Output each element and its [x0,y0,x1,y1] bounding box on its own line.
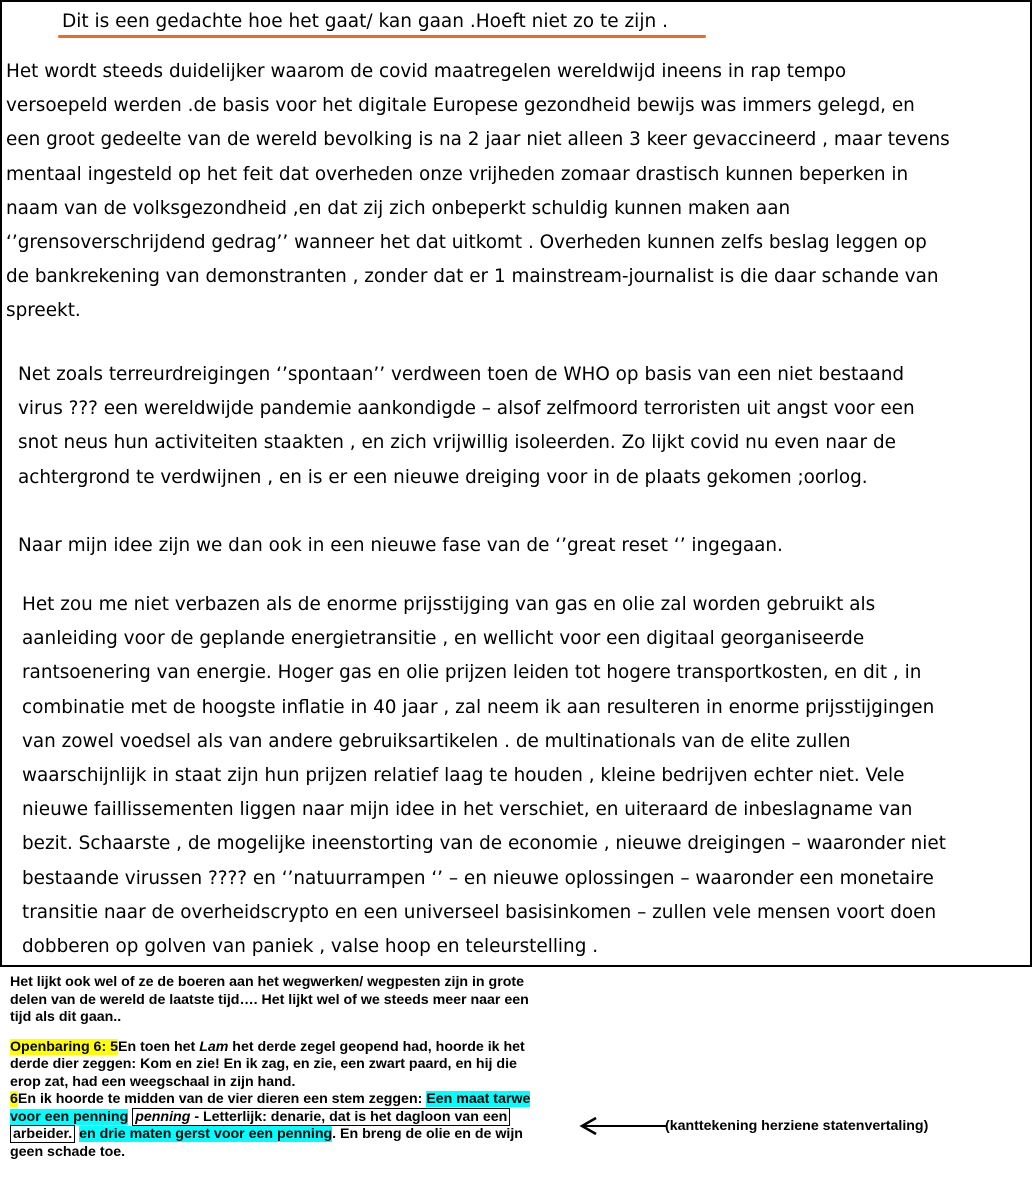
verse-6 [10,1091,610,1161]
verse-5 [10,1039,610,1092]
verse-reference: Openbaring 6: 5 [10,1038,118,1055]
verse-line [10,1109,610,1127]
text-line: Het wordt steeds duidelijker waarom de covid maatregelen wereldwijd ineens in rap tempo [6,61,847,82]
text-line: Het zou me niet verbazen als de enorme prijsstijging van gas en olie zal worden gebruikt als [22,594,876,615]
text-line: bestaande virussen ???? en ‘’natuurrampen ‘’ – en nieuwe oplossingen – waaronder een monetaire [22,867,934,889]
text-line: combinatie met de hoogste inflatie in 40 jaar , zal neem ik aan resulteren in enorme prijsstijgingen [22,696,935,718]
text-line: versoepeld werden .de basis voor het digitale Europese gezondheid bewijs was immers gelegd, en [6,95,915,117]
verse-text: En toen het [118,1038,200,1055]
verse-line: erop zat, had een weegschaal in zijn hand. [10,1073,296,1090]
text-line: naam van de volksgezondheid ,en dat zij zich onbeperkt schuldig kunnen maken aan [6,197,791,219]
footnote-text: - Letterlijk: denarie, dat is het dagloon van een [190,1108,508,1125]
intro-text [10,974,610,1027]
text-line: rantsoenering van energie. Hoger gas en olie prijzen leiden tot hogere transportkosten, en dit , in [22,662,922,684]
verse-line [10,1039,610,1057]
highlighted-text: voor een penning [10,1108,129,1125]
text-line: van zowel voedsel als van andere gebruiksartikelen . de multinationals van de elite zullen [22,730,851,752]
verse-text: En ik hoorde te midden van de vier dieren een stem zeggen: [17,1091,427,1107]
text-line: Net zoals terreurdreigingen ‘’spontaan’’ verdween toen de WHO op basis van een niet bestaand [18,364,905,385]
text-line: dobberen op golven van paniek , valse hoop en teleurstelling . [22,936,599,958]
text-line: achtergrond te verdwijnen , en is er een nieuwe dreiging voor in de plaats gekomen ;oorlog. [18,466,868,488]
footnote-word: penning [135,1108,191,1125]
bible-quote-section [10,974,610,1161]
text-line: bezit. Schaarste , de mogelijke ineenstorting van de economie , nieuwe dreigingen – waaronder niet [22,833,946,855]
title-underline [58,35,706,38]
page-title: Dit is een gedachte hoe het gaat/ kan gaan .Hoeft niet zo te zijn . [62,11,668,32]
text-line: transitie naar de overheidscrypto en een universeel basisinkomen – zullen vele mensen voort doen [22,901,937,923]
text-line: ‘’grensoverschrijdend gedrag’’ wanneer het dat uitkomt . Overheden kunnen zelfs beslag leggen op [6,232,927,254]
verse-text: . En breng de olie en de wijn [332,1126,523,1142]
footnote-box-end: arbeider. [10,1125,75,1143]
text-line: spreekt. [6,300,81,322]
paragraph-2 [18,358,915,495]
text-line: virus ??? een wereldwijde pandemie aankondigde – alsof zelfmoord terroristen uit angst voor een [18,398,915,420]
text-line: snot neus hun activiteiten staakten , en zich vrijwillig isoleerden. Zo lijkt covid nu even naar de [18,432,896,454]
verse-text-italic: Lam [199,1038,229,1055]
text-line: waarschijnlijk in staat zijn hun prijzen relatief laag te houden , kleine bedrijven echter niet. Vele [22,765,905,787]
highlighted-text: Een maat tarwe [426,1091,531,1107]
text-line: nieuwe faillissementen liggen naar mijn idee in het verschiet, en uiteraard de inbeslagname van [22,799,913,821]
paragraph-4 [22,588,946,964]
highlighted-text: en drie maten gerst voor een penning [79,1126,333,1142]
verse-number: 6 [10,1091,18,1107]
paragraph-3 [18,529,783,563]
side-note: (kanttekening herziene statenvertaling) [665,1118,929,1134]
footnote-box [132,1108,510,1126]
text-line: aanleiding voor de geplande energietransitie , en wellicht voor een digitaal georganiseerde [22,628,865,650]
verse-line: geen schade toe. [10,1143,126,1160]
verse-text: het derde zegel geopend had, hoorde ik het [228,1038,525,1055]
text-line: Het lijkt ook wel of ze de boeren aan het wegwerken/ wegpesten zijn in grote [10,974,525,990]
verse-line: derde dier zeggen: Kom en zie! En ik zag, en zie, een zwart paard, en hij die [10,1056,517,1072]
text-line: mentaal ingesteld op het feit dat overheden onze vrijheden zomaar drastisch kunnen beperken in [6,163,909,185]
text-line: Naar mijn idee zijn we dan ook in een nieuwe fase van de ‘’great reset ‘’ ingegaan. [18,535,783,556]
arrow-left-icon [578,1116,668,1136]
paragraph-1 [6,55,950,329]
text-line: een groot gedeelte van de wereld bevolking is na 2 jaar niet alleen 3 keer gevaccineerd , maar tevens [6,129,950,151]
text-line: tijd als dit gaan.. [10,1009,122,1025]
text-line: delen van de wereld de laatste tijd…. Het lijkt wel of we steeds meer naar een [10,991,529,1008]
verse-line [10,1091,610,1109]
text-line: de bankrekening van demonstranten , zonder dat er 1 mainstream-journalist is die daar schande van [6,266,939,288]
verse-line [10,1126,610,1144]
